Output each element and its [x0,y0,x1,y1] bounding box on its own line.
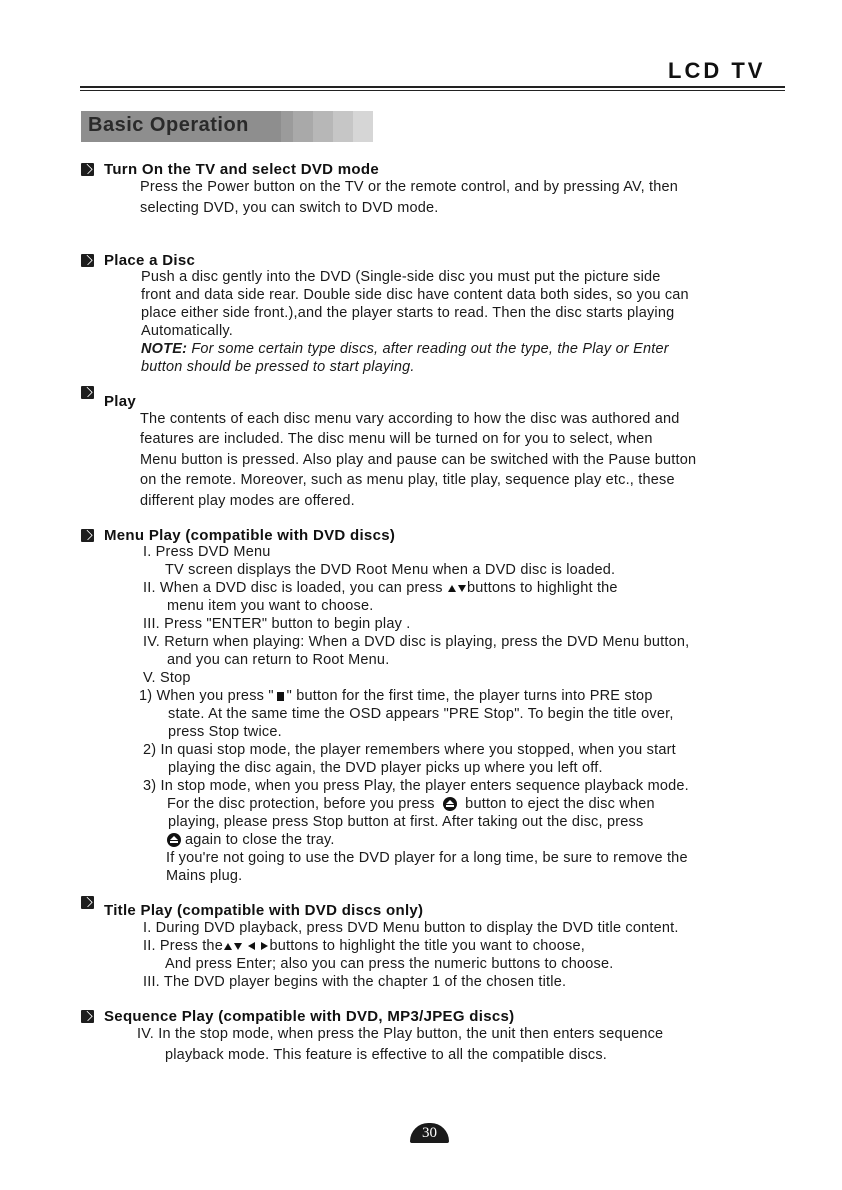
list-item: IV. In the stop mode, when press the Play button, the unit then enters sequence [137,1026,664,1042]
list-text: II. When a DVD disc is loaded, you can press [143,580,447,596]
checkbox-icon [81,896,94,909]
paragraph-line: features are included. The disc menu will be turned on for you to select, when [140,431,653,447]
list-item: TV screen displays the DVD Root Menu when a DVD disc is loaded. [165,562,616,578]
paragraph-line: Push a disc gently into the DVD (Single-side disc you must put the picture side [141,269,661,285]
paragraph-line: The contents of each disc menu vary according to how the disc was authored and [140,411,680,427]
heading-text: Menu Play (compatible with DVD discs) [104,527,396,544]
list-text: 1) When you press " [139,688,274,704]
note-line [141,341,669,357]
list-item: And press Enter; also you can press the numeric buttons to choose. [165,956,614,972]
heading-text: Title Play (compatible with DVD discs only) [104,902,424,919]
list-text: " button for the first time, the player turns into PRE stop [286,688,653,704]
list-item: press Stop twice. [168,724,282,740]
paragraph-line: different play modes are offered. [140,493,355,509]
list-item: 2) In quasi stop mode, the player remembers where you stopped, when you start [143,742,676,758]
list-item: V. Stop [143,670,191,686]
list-text: buttons to highlight the [466,580,618,596]
banner-bar [353,111,373,142]
header-rule-thin [80,90,785,91]
banner-bar [293,111,313,142]
arrow-up-icon [448,585,456,592]
list-item: playing the disc again, the DVD player picks up where you left off. [168,760,603,776]
arrow-up-icon [224,943,232,950]
page-number: 30 [410,1123,449,1143]
list-item: I. During DVD playback, press DVD Menu button to display the DVD title content. [143,920,679,936]
paragraph-line: front and data side rear. Double side disc have content data both sides, so you can [141,287,689,303]
eject-icon [167,833,181,847]
list-text: II. Press the [143,938,223,954]
eject-icon [443,797,457,811]
heading-text: Sequence Play (compatible with DVD, MP3/JPEG discs) [104,1008,515,1025]
section-heading-turn-on [81,161,379,178]
list-item: menu item you want to choose. [167,598,374,614]
list-item: If you're not going to use the DVD player for a long time, be sure to remove the [166,850,688,866]
list-item: III. The DVD player begins with the chapter 1 of the chosen title. [143,974,567,990]
checkbox-icon [81,1010,94,1023]
list-item [163,832,335,848]
list-item: III. Press "ENTER" button to begin play . [143,616,411,632]
paragraph-line: Automatically. [141,323,233,339]
note-label: NOTE: [141,341,188,357]
list-text: button to eject the disc when [460,796,655,812]
header-rule [80,86,785,88]
heading-text: Turn On the TV and select DVD mode [104,161,379,178]
list-item: IV. Return when playing: When a DVD disc is playing, press the DVD Menu button, [143,634,690,650]
note-line: button should be pressed to start playing. [141,359,415,375]
checkbox-icon [81,254,94,267]
section-heading-title-play [104,902,423,919]
section-heading-menu-play [81,527,395,544]
paragraph-line: place either side front.),and the player starts to read. Then the disc starts playing [141,305,675,321]
list-item [167,796,655,812]
header-title: LCD TV [668,58,766,83]
arrow-down-icon [234,943,242,950]
section-heading-place-disc [81,252,195,269]
paragraph-line: Menu button is pressed. Also play and pause can be switched with the Pause button [140,452,697,468]
list-item: playing, please press Stop button at first. After taking out the disc, press [168,814,644,830]
list-item: state. At the same time the OSD appears "PRE Stop". To begin the title over, [168,706,674,722]
section-banner [81,111,373,142]
list-item: Mains plug. [166,868,243,884]
arrow-right-icon [261,942,268,950]
list-text: For the disc protection, before you press [167,796,439,812]
paragraph-line: selecting DVD, you can switch to DVD mode. [140,200,439,216]
banner-bars [293,111,373,142]
paragraph-line: Press the Power button on the TV or the remote control, and by pressing AV, then [140,179,679,195]
checkbox-icon [81,163,94,176]
heading-text: Play [104,393,137,410]
list-item: playback mode. This feature is effective to all the compatible discs. [165,1047,608,1063]
banner-title: Basic Operation [88,114,249,136]
list-item [143,938,585,954]
checkbox-icon [81,386,94,399]
stop-icon [277,692,284,701]
list-item: and you can return to Root Menu. [167,652,390,668]
arrow-left-icon [248,942,255,950]
banner-bar [333,111,353,142]
list-item [143,580,618,596]
list-text: again to close the tray. [185,832,335,848]
section-heading-play [104,393,136,410]
checkbox-icon [81,529,94,542]
list-text: buttons to highlight the title you want to choose, [269,938,585,954]
list-item: 3) In stop mode, when you press Play, the player enters sequence playback mode. [143,778,689,794]
heading-text: Place a Disc [104,252,196,269]
list-item: I. Press DVD Menu [143,544,271,560]
section-heading-sequence-play [81,1008,514,1025]
list-item [139,688,653,704]
note-text: For some certain type discs, after reading out the type, the Play or Enter [187,341,669,357]
section-heading-title-play-icon-row [81,896,104,909]
paragraph-line: on the remote. Moreover, such as menu play, title play, sequence play etc., these [140,472,675,488]
section-heading-play-icon-row [81,386,104,399]
banner-bar [313,111,333,142]
arrow-down-icon [458,585,466,592]
